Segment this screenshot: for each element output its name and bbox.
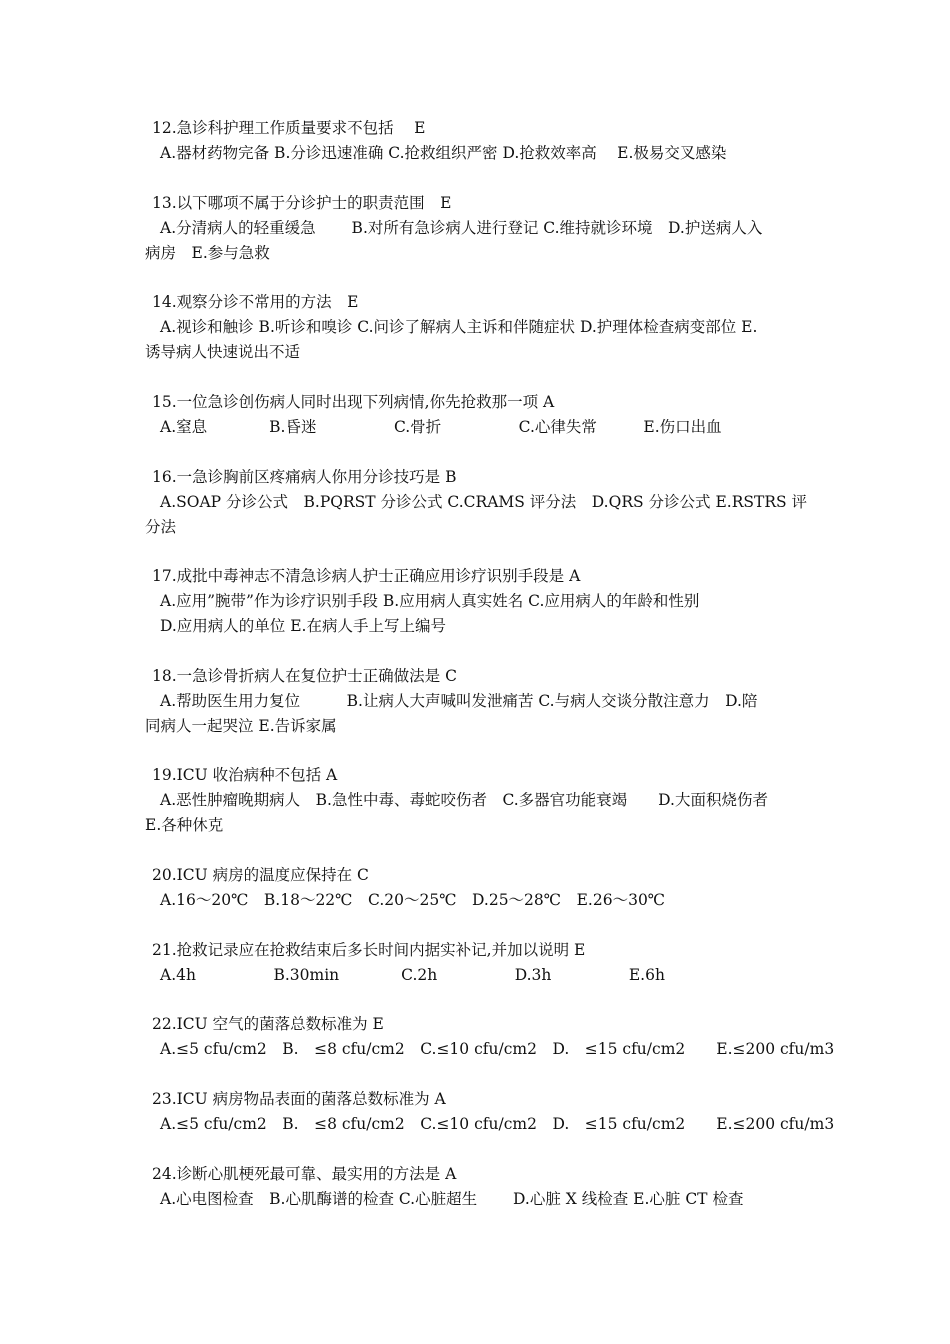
question-options: A.视诊和触诊 B.听诊和嗅诊 C.问诊了解病人主诉和伴随症状 D.护理体检查病变部位 E. — [160, 318, 758, 336]
question-options: A.应用”腕带”作为诊疗识别手段 B.应用病人真实姓名 C.应用病人的年龄和性别 — [160, 592, 700, 610]
question-options: A.心电图检查 B.心肌酶谱的检查 C.心脏超生 D.心脏 X 线检查 E.心脏 CT 检查 — [160, 1190, 744, 1208]
question-stem: 17.成批中毒神志不清急诊病人护士正确应用诊疗识别手段是 A — [152, 567, 581, 585]
question-options: A.恶性肿瘤晚期病人 B.急性中毒、毒蛇咬伤者 C.多器官功能衰竭 D.大面积烧伤者 — [160, 791, 768, 809]
question-options: A.帮助医生用力复位 B.让病人大声喊叫发泄痛苦 C.与病人交谈分散注意力 D.陪 — [160, 692, 758, 710]
question-stem: 15.一位急诊创伤病人同时出现下列病情,你先抢救那一项 A — [152, 393, 555, 411]
question-stem: 20.ICU 病房的温度应保持在 C — [152, 866, 369, 884]
question-options: A.16～20℃ B.18～22℃ C.20～25℃ D.25～28℃ E.26～30℃ — [160, 891, 666, 909]
question-options: A.分清病人的轻重缓急 B.对所有急诊病人进行登记 C.维持就诊环境 D.护送病人入 — [160, 219, 763, 237]
question-stem: 12.急诊科护理工作质量要求不包括 E — [152, 119, 426, 137]
question-options: A.SOAP 分诊公式 B.PQRST 分诊公式 C.CRAMS 评分法 D.QRS 分诊公式 E.RSTRS 评 — [160, 493, 808, 511]
question-options: A.≤5 cfu/cm2 B. ≤8 cfu/cm2 C.≤10 cfu/cm2 D. ≤15 cfu/cm2 E.≤200 cfu/m3 — [160, 1115, 835, 1133]
question-options-continued: 分法 — [145, 518, 177, 536]
question-options-continued: E.各种休克 — [145, 816, 224, 834]
question-stem: 23.ICU 病房物品表面的菌落总数标准为 A — [152, 1090, 446, 1108]
question-options-continued: D.应用病人的单位 E.在病人手上写上编号 — [160, 617, 446, 635]
question-stem: 16.一急诊胸前区疼痛病人你用分诊技巧是 B — [152, 468, 457, 486]
question-options: A.≤5 cfu/cm2 B. ≤8 cfu/cm2 C.≤10 cfu/cm2 D. ≤15 cfu/cm2 E.≤200 cfu/m3 — [160, 1040, 835, 1058]
question-options: A.器材药物完备 B.分诊迅速准确 C.抢救组织严密 D.抢救效率高 E.极易交叉感染 — [160, 144, 727, 162]
question-options-continued: 诱导病人快速说出不适 — [145, 343, 301, 361]
question-stem: 21.抢救记录应在抢救结束后多长时间内据实补记,并加以说明 E — [152, 941, 586, 959]
question-options: A.窒息 B.昏迷 C.骨折 C.心律失常 E.伤口出血 — [160, 418, 722, 436]
question-stem: 13.以下哪项不属于分诊护士的职责范围 E — [152, 194, 452, 212]
question-stem: 22.ICU 空气的菌落总数标准为 E — [152, 1015, 384, 1033]
question-stem: 19.ICU 收治病种不包括 A — [152, 766, 338, 784]
question-options: A.4h B.30min C.2h D.3h E.6h — [160, 966, 665, 984]
question-stem: 14.观察分诊不常用的方法 E — [152, 293, 359, 311]
question-options-continued: 病房 E.参与急救 — [145, 244, 270, 262]
question-stem: 18.一急诊骨折病人在复位护士正确做法是 C — [152, 667, 457, 685]
question-options-continued: 同病人一起哭泣 E.告诉家属 — [145, 717, 337, 735]
question-stem: 24.诊断心肌梗死最可靠、最实用的方法是 A — [152, 1165, 457, 1183]
